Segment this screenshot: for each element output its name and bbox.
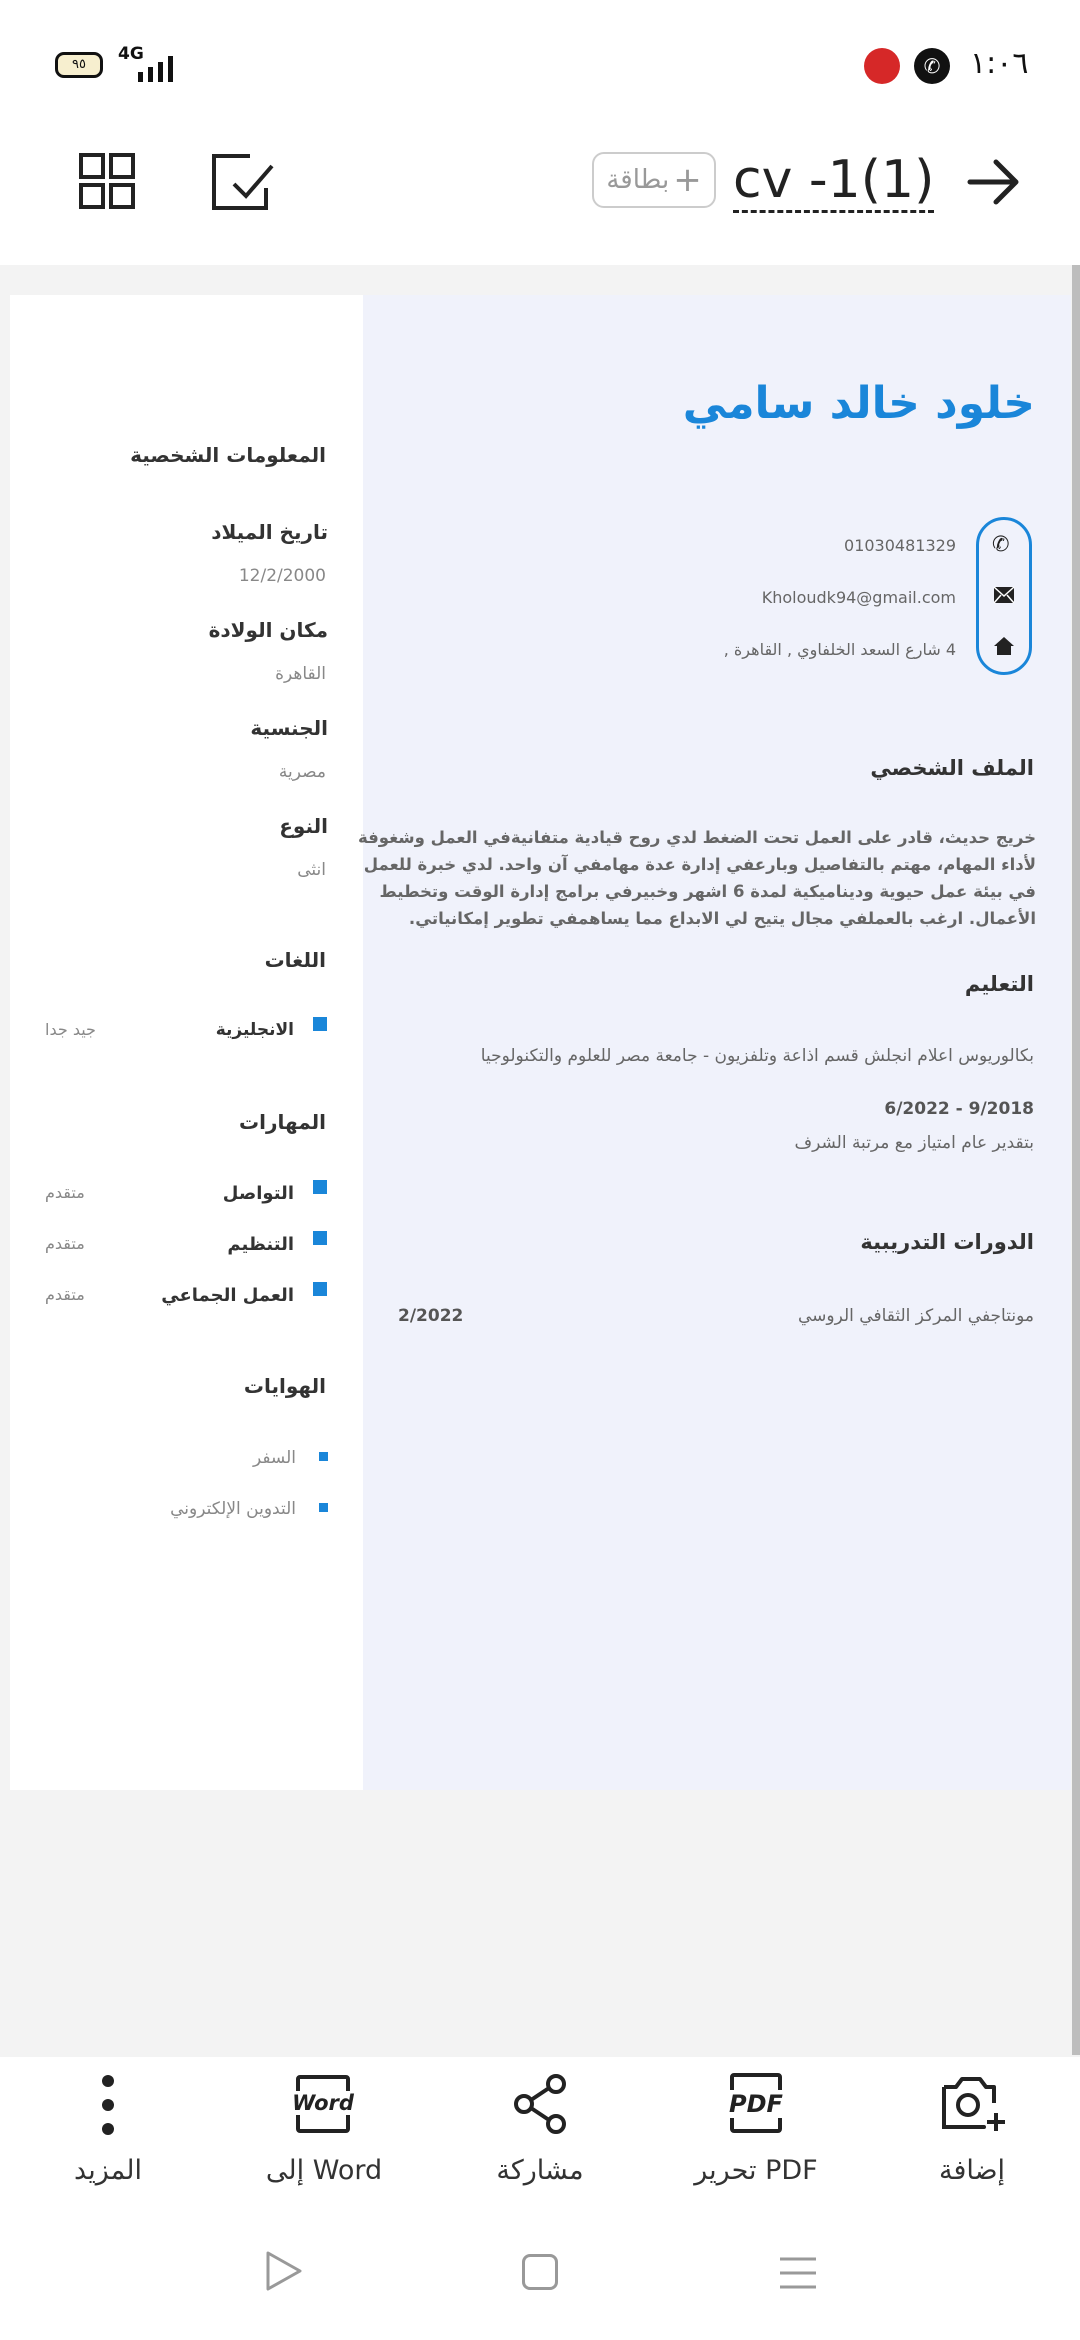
pob-value: القاهرة [275, 664, 326, 684]
contact-phone: 01030481329 [844, 536, 956, 555]
to-word-button[interactable] [224, 2057, 424, 2207]
education-dates: 9/2018 - 6/2022 [884, 1099, 1034, 1119]
edit-pdf-label: تحرير PDF [694, 2155, 818, 2186]
education-degree: بكالوريوس اعلام انجلش قسم اذاعة وتلفزيون - جامعة مصر للعلوم والتكنولوجيا [480, 1046, 1034, 1066]
battery-level: ٩٥ [72, 57, 86, 72]
nationality-label: الجنسية [250, 716, 328, 740]
profile-heading: الملف الشخصي [870, 756, 1034, 780]
contact-email: Kholoudk94@gmail.com [761, 588, 956, 607]
plus-icon: + [673, 160, 702, 200]
skills-heading: المهارات [239, 1110, 326, 1134]
clock: ١:٠٦ [970, 46, 1029, 81]
hobby-bullet [319, 1452, 328, 1461]
share-button[interactable] [440, 2057, 640, 2207]
skill-bullet [313, 1231, 327, 1245]
languages-heading: اللغات [264, 948, 326, 972]
pob-label: مكان الولادة [208, 618, 328, 642]
course-date: 2/2022 [398, 1306, 464, 1326]
skill-bullet [313, 1180, 327, 1194]
skill-name: التنظيم [227, 1234, 294, 1255]
gender-value: انثى [297, 860, 326, 880]
profile-line-3: في بيئة عمل حيوية وديناميكية لمدة 6 اشهر وخبيرفي برامج إدارة الوقت وتخطيط [379, 882, 1036, 901]
call-icon: ✆ [914, 48, 950, 84]
edit-pdf-button[interactable] [656, 2057, 856, 2207]
hobby-item: التدوين الإلكتروني [170, 1499, 296, 1519]
contact-address: 4 شارع السعد الخلفاوي , القاهرة , [723, 640, 956, 659]
document-header [0, 130, 1080, 265]
courses-heading: الدورات التدريبية [860, 1230, 1034, 1254]
mail-icon [993, 586, 1015, 604]
bottom-toolbar [0, 2057, 1080, 2207]
app-notification-icon [864, 48, 900, 84]
tag-label: بطاقة [606, 165, 670, 195]
more-vertical-icon [96, 2073, 120, 2137]
language-name: الانجليزية [215, 1020, 294, 1040]
skill-level: متقدم [45, 1234, 85, 1253]
select-check-icon[interactable] [210, 152, 276, 212]
cv-name: خلود خالد سامي [682, 378, 1035, 429]
share-icon [512, 2073, 568, 2135]
camera-add-icon [940, 2073, 1008, 2133]
scrollbar[interactable] [1072, 265, 1080, 2055]
add-tag-button[interactable] [592, 152, 716, 208]
signal-icon [130, 52, 180, 82]
battery-icon [55, 52, 103, 78]
language-level: جيد جدا [45, 1020, 96, 1039]
word-icon-text: Word [290, 2091, 356, 2115]
profile-line-2: لأداء المهام، مهتم بالتفاصيل وبارعفي إدارة عدة مهامفي آن واحد. لدي خبرة للعمل [363, 855, 1036, 874]
add-label: إضافة [938, 2155, 1006, 2186]
skill-level: متقدم [45, 1183, 85, 1202]
education-grade: بتقدير عام امتياز مع مرتبة الشرف [794, 1133, 1034, 1153]
home-nav-icon[interactable] [522, 2254, 558, 2290]
more-button[interactable] [8, 2057, 208, 2207]
profile-line-1: خريج حديث، قادر على العمل تحت الضغط لدي روح قيادية متفانيةفي العمل وشغوفة [357, 828, 1036, 847]
more-label: المزيد [74, 2155, 142, 2186]
system-nav-bar [0, 2207, 1080, 2340]
gender-label: النوع [279, 814, 328, 838]
recents-nav-icon[interactable] [778, 2255, 818, 2291]
home-icon [993, 636, 1015, 656]
course-name: مونتاجفي المركز الثقافي الروسي [797, 1306, 1034, 1326]
education-heading: التعليم [964, 972, 1034, 996]
status-bar [0, 0, 1080, 130]
skill-name: العمل الجماعي [161, 1285, 294, 1306]
nationality-value: مصرية [278, 762, 326, 782]
to-word-label: إلى Word [265, 2155, 383, 2186]
back-arrow-icon[interactable] [966, 157, 1022, 207]
skill-bullet [313, 1282, 327, 1296]
profile-line-4: الأعمال. ارغب بالعملفي مجال يتيح لي الابداع مما يساهمفي تطوير إمكانياتي. [408, 909, 1036, 928]
personal-info-heading: المعلومات الشخصية [130, 443, 326, 467]
dob-value: 12/2/2000 [238, 566, 326, 586]
language-bullet [313, 1017, 327, 1031]
network-type: 4G [118, 44, 144, 64]
share-label: مشاركة [496, 2155, 584, 2186]
skill-level: متقدم [45, 1285, 85, 1304]
hobbies-heading: الهوايات [243, 1374, 326, 1398]
dob-label: تاريخ الميلاد [211, 520, 328, 544]
hobby-item: السفر [252, 1448, 296, 1468]
grid-view-icon[interactable] [78, 152, 136, 210]
hobby-bullet [319, 1503, 328, 1512]
back-nav-icon[interactable] [262, 2249, 306, 2293]
pdf-icon-text: PDF [722, 2090, 790, 2118]
phone-icon: ✆ [992, 532, 1010, 556]
document-title[interactable]: cv -1(1) [733, 150, 934, 213]
add-button[interactable] [872, 2057, 1072, 2207]
skill-name: التواصل [222, 1183, 294, 1204]
